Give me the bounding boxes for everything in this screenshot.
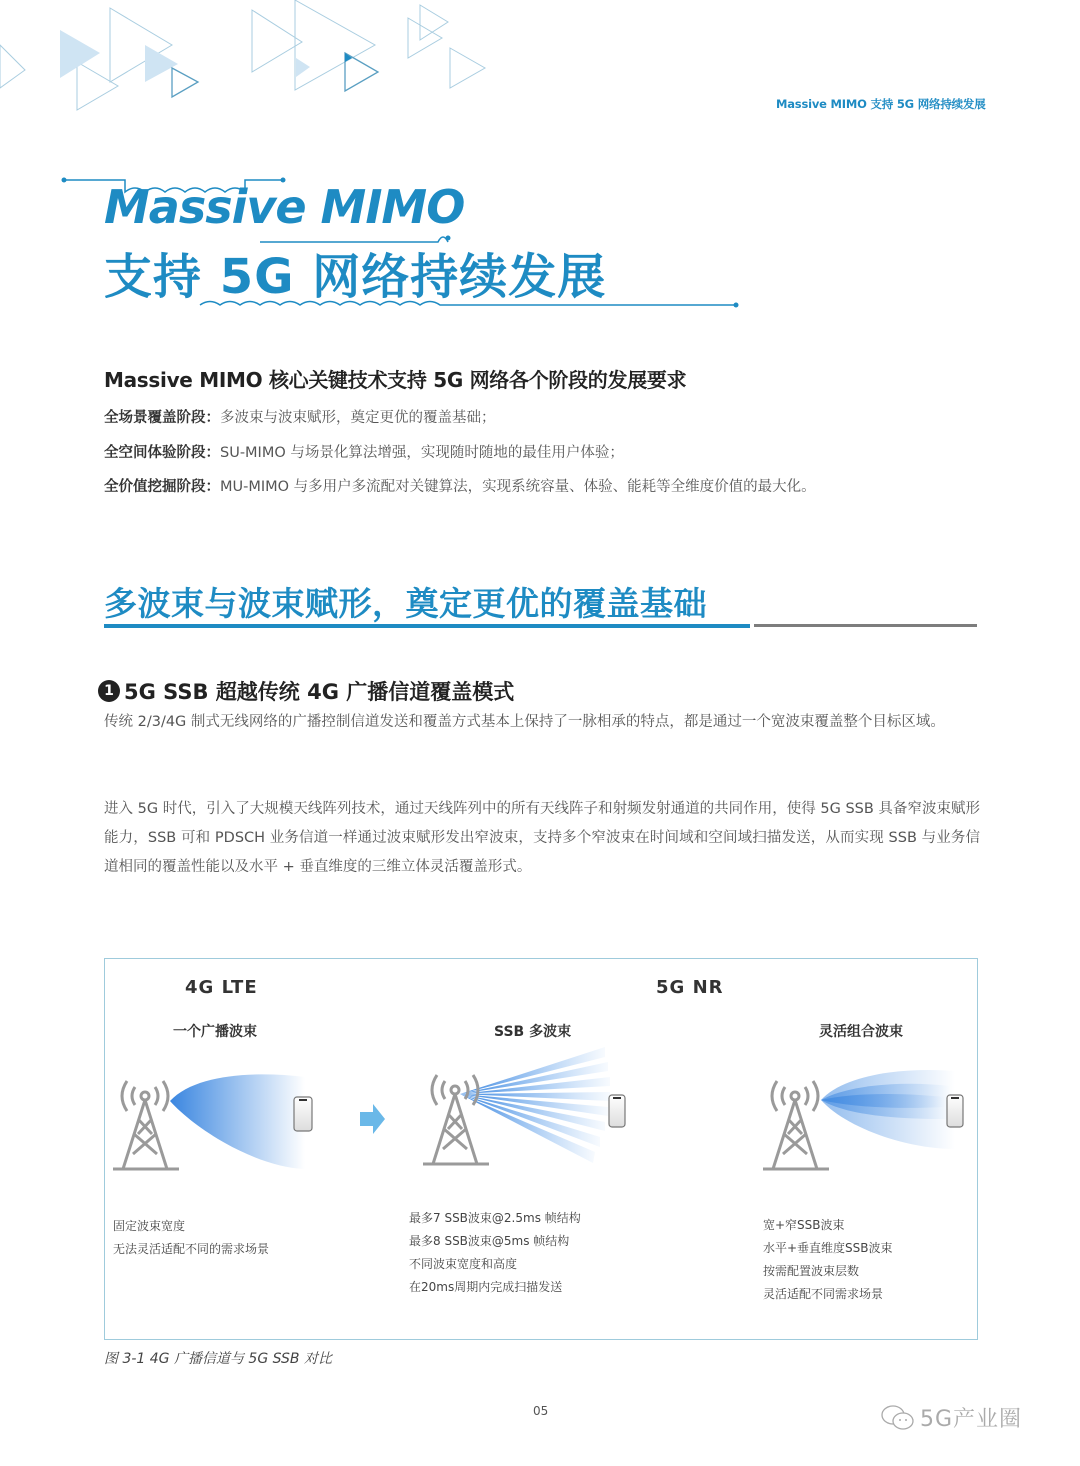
stage-text: SU-MIMO 与场景化算法增强，实现随时随地的最佳用户体验；	[220, 445, 624, 461]
figure-caption: 图 3-1 4G 广播信道与 5G SSB 对比	[104, 1351, 332, 1367]
group-label-5g: 5G NR	[656, 977, 724, 998]
desc-line: 宽+窄SSB波束	[763, 1218, 845, 1232]
stage-item	[104, 475, 816, 496]
summary-heading: Massive MIMO 核心关键技术支持 5G 网络各个阶段的发展要求	[104, 368, 687, 392]
desc-line: 水平+垂直维度SSB波束	[763, 1241, 893, 1255]
subsection-heading	[98, 676, 514, 706]
group-label-4g: 4G LTE	[185, 977, 258, 998]
running-head: Massive MIMO 支持 5G 网络持续发展	[776, 97, 986, 111]
panel-description	[763, 1214, 893, 1306]
desc-line: 最多8 SSB波束@5ms 帧结构	[409, 1234, 570, 1248]
decorative-triangles	[0, 0, 540, 130]
section-rule-accent	[104, 624, 750, 628]
phone-icon	[294, 1097, 312, 1131]
stage-label: 全场景覆盖阶段：	[104, 410, 220, 426]
panel-title: 灵活组合波束	[819, 1024, 903, 1040]
tower-icon	[763, 1081, 829, 1169]
desc-line: 无法灵活适配不同的需求场景	[113, 1242, 270, 1256]
number-badge: 1	[98, 680, 120, 702]
stage-text: MU-MIMO 与多用户多流配对关键算法，实现系统容量、体验、能耗等全维度价值的最大化。	[220, 479, 816, 495]
tower-icon	[113, 1081, 179, 1169]
desc-line: 最多7 SSB波束@2.5ms 帧结构	[409, 1211, 581, 1225]
phone-icon	[609, 1095, 625, 1127]
watermark-text: 5G产业圈	[920, 1407, 1023, 1432]
panel-description	[409, 1207, 581, 1299]
stage-item	[104, 441, 624, 462]
watermark	[880, 1402, 1022, 1433]
page-title	[60, 170, 750, 310]
paragraph: 传统 2/3/4G 制式无线网络的广播控制信道发送和覆盖方式基本上保持了一脉相承的特点，都是通过一个宽波束覆盖整个目标区域。	[104, 714, 945, 730]
desc-line: 按需配置波束层数	[763, 1264, 860, 1278]
title-line-1: Massive MIMO	[104, 180, 465, 234]
section-rule-gray	[754, 624, 977, 627]
tower-icon	[423, 1075, 489, 1164]
desc-line: 不同波束宽度和高度	[409, 1257, 518, 1271]
panel-description	[113, 1215, 269, 1261]
desc-line: 在20ms周期内完成扫描发送	[409, 1280, 563, 1294]
wechat-icon	[880, 1403, 916, 1433]
stage-text: 多波束与波束赋形，奠定更优的覆盖基础；	[220, 410, 496, 426]
subsection-heading-text: 5G SSB 超越传统 4G 广播信道覆盖模式	[124, 680, 515, 704]
stage-item	[104, 406, 496, 427]
page-number: 05	[533, 1404, 549, 1418]
panel-title: 一个广播波束	[173, 1024, 257, 1040]
paragraph: 进入 5G 时代，引入了大规模天线阵列技术，通过天线阵列中的所有天线阵子和射频发射通道的共同作用，使得 5G SSB 具备窄波束赋形能力，SSB 可和 PDSCH 业务信道一样通过波束赋形发出窄波束，支持多个窄波束在时间域和空间域扫描发送，从而实现 SSB 与业务信道相同的覆盖性能以及水平 + 垂直维度的三维立体灵活覆盖形式。	[104, 801, 980, 875]
desc-line: 固定波束宽度	[113, 1219, 186, 1233]
panel-title: SSB 多波束	[494, 1024, 572, 1040]
phone-icon	[947, 1095, 963, 1127]
title-line-2: 支持 5G 网络持续发展	[104, 249, 607, 305]
section-title: 多波束与波束赋形，奠定更优的覆盖基础	[104, 584, 707, 623]
desc-line: 灵活适配不同需求场景	[763, 1287, 884, 1301]
stage-label: 全空间体验阶段：	[104, 445, 220, 461]
stage-label: 全价值挖掘阶段：	[104, 479, 220, 495]
arrow-right-icon	[360, 1104, 385, 1134]
figure-4g-vs-5g-ssb	[104, 958, 978, 1340]
